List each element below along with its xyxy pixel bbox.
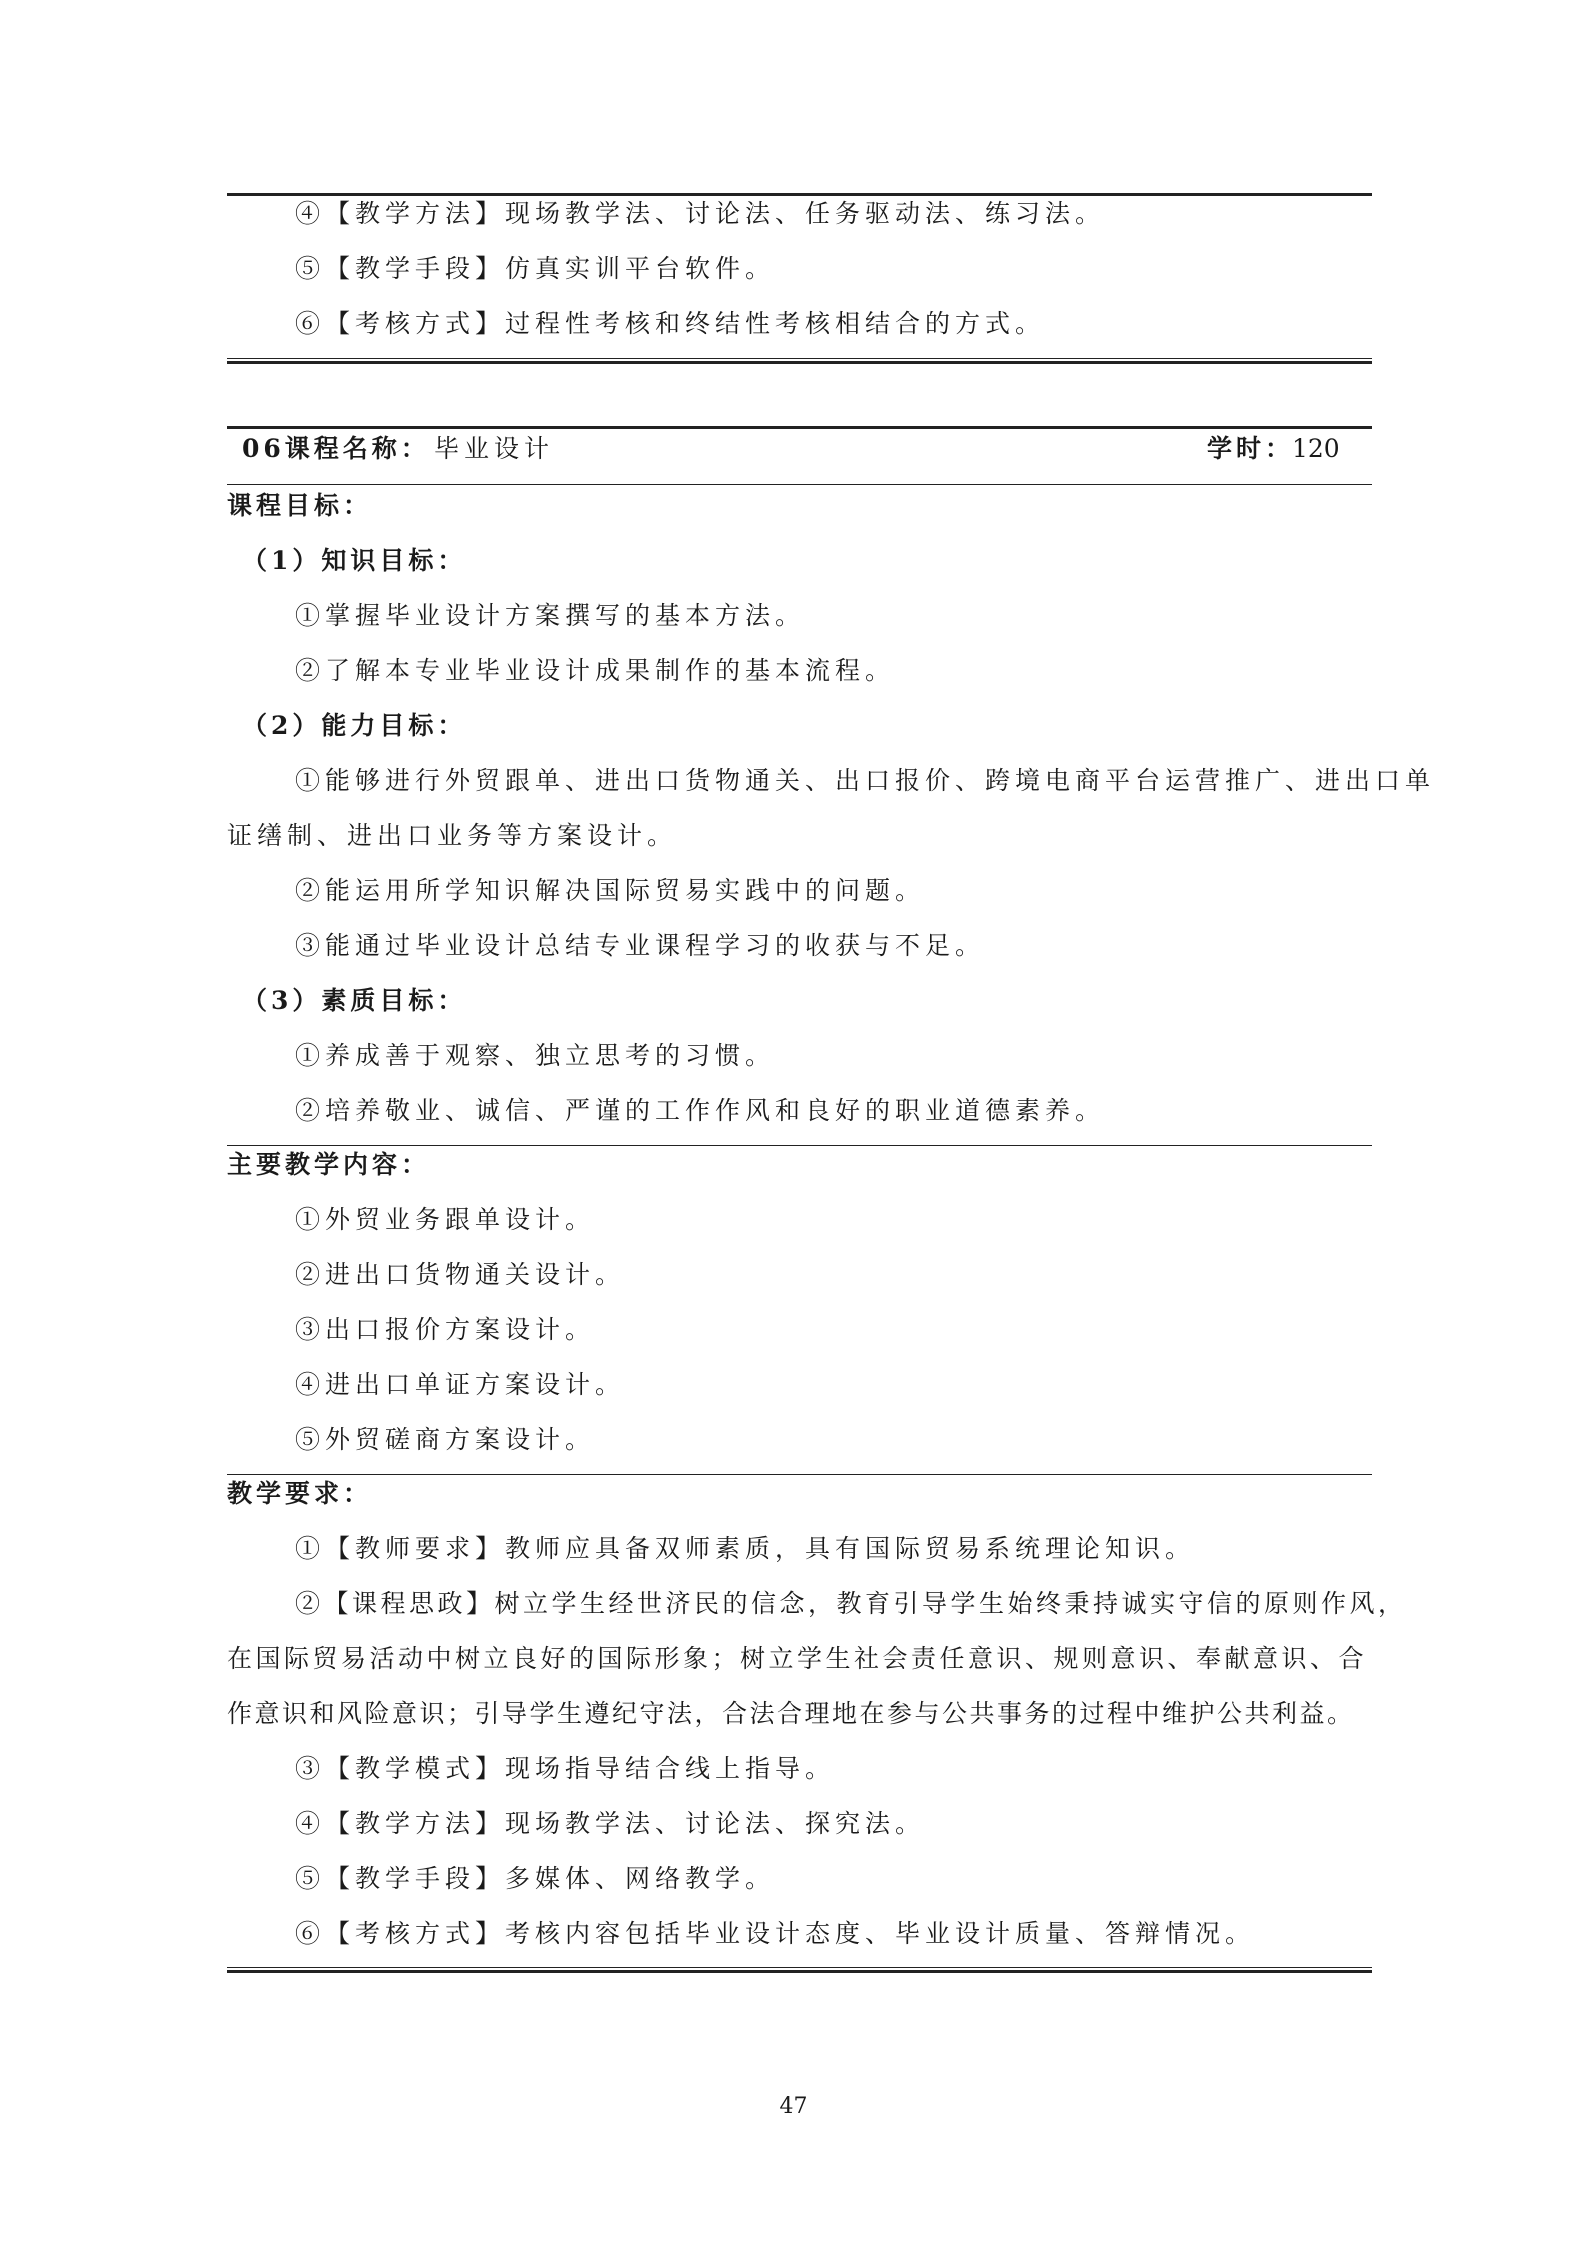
content-item-4: ④进出口单证方案设计。 — [295, 1370, 626, 1399]
content-item-5: ⑤外贸磋商方案设计。 — [295, 1425, 596, 1454]
previous-teaching-means: ⑤【教学手段】仿真实训平台软件。 — [295, 254, 776, 283]
content-item-3: ③出口报价方案设计。 — [295, 1315, 596, 1344]
course-header-bottom-rule — [227, 484, 1372, 485]
requirements-heading: 教学要求： — [227, 1479, 373, 1508]
requirement-method: ④【教学方法】现场教学法、讨论法、探究法。 — [295, 1809, 926, 1838]
content-item-1: ①外贸业务跟单设计。 — [295, 1205, 596, 1234]
objectives-heading: 课程目标： — [227, 491, 373, 520]
requirements-top-rule — [227, 1474, 1372, 1475]
course-header — [227, 432, 1372, 466]
previous-assessment: ⑥【考核方式】过程性考核和终结性考核相结合的方式。 — [295, 309, 1046, 338]
content-top-rule — [227, 1145, 1372, 1146]
knowledge-objectives-heading: （1）知识目标： — [242, 546, 467, 575]
content-heading: 主要教学内容： — [227, 1150, 431, 1179]
requirement-teacher: ①【教师要求】教师应具备双师素质，具有国际贸易系统理论知识。 — [295, 1534, 1196, 1563]
page-number: 47 — [779, 2094, 808, 2119]
course-end-rule — [227, 1967, 1372, 1973]
quality-item-1: ①养成善于观察、独立思考的习惯。 — [295, 1041, 776, 1070]
quality-item-2: ②培养敬业、诚信、严谨的工作作风和良好的职业道德素养。 — [295, 1096, 1106, 1125]
ability-item-3: ③能通过毕业设计总结专业课程学习的收获与不足。 — [295, 931, 986, 960]
course-name-label: 06课程名称： — [242, 434, 430, 463]
requirement-assessment: ⑥【考核方式】考核内容包括毕业设计态度、毕业设计质量、答辩情况。 — [295, 1919, 1256, 1948]
course-hours-label: 学时： — [1207, 434, 1295, 463]
quality-objectives-heading: （3）素质目标： — [242, 986, 467, 1015]
ability-item-1-line1: ①能够进行外贸跟单、进出口货物通关、出口报价、跨境电商平台运营推广、进出口单 — [295, 766, 1436, 795]
requirement-mode: ③【教学模式】现场指导结合线上指导。 — [295, 1754, 836, 1783]
ability-item-2: ②能运用所学知识解决国际贸易实践中的问题。 — [295, 876, 926, 905]
ability-objectives-heading: （2）能力目标： — [242, 711, 467, 740]
section-end-rule — [227, 358, 1372, 364]
course-name: 毕业设计 — [434, 434, 555, 463]
course-header-top-rule — [227, 426, 1372, 429]
top-rule — [227, 193, 1372, 196]
requirement-ideology-line2: 在国际贸易活动中树立良好的国际形象；树立学生社会责任意识、规则意识、奉献意识、合 — [227, 1644, 1368, 1673]
knowledge-item-2: ②了解本专业毕业设计成果制作的基本流程。 — [295, 656, 896, 685]
requirement-means: ⑤【教学手段】多媒体、网络教学。 — [295, 1864, 776, 1893]
content-item-2: ②进出口货物通关设计。 — [295, 1260, 626, 1289]
previous-teaching-method: ④【教学方法】现场教学法、讨论法、任务驱动法、练习法。 — [295, 199, 1106, 228]
knowledge-item-1: ①掌握毕业设计方案撰写的基本方法。 — [295, 601, 806, 630]
ability-item-1-line2: 证缮制、进出口业务等方案设计。 — [227, 821, 678, 850]
requirement-ideology-line1: ②【课程思政】树立学生经世济民的信念，教育引导学生始终秉持诚实守信的原则作风， — [295, 1589, 1407, 1618]
course-hours-value: 120 — [1292, 434, 1340, 463]
requirement-ideology-line3: 作意识和风险意识；引导学生遵纪守法，合法合理地在参与公共事务的过程中维护公共利益。 — [227, 1699, 1355, 1728]
